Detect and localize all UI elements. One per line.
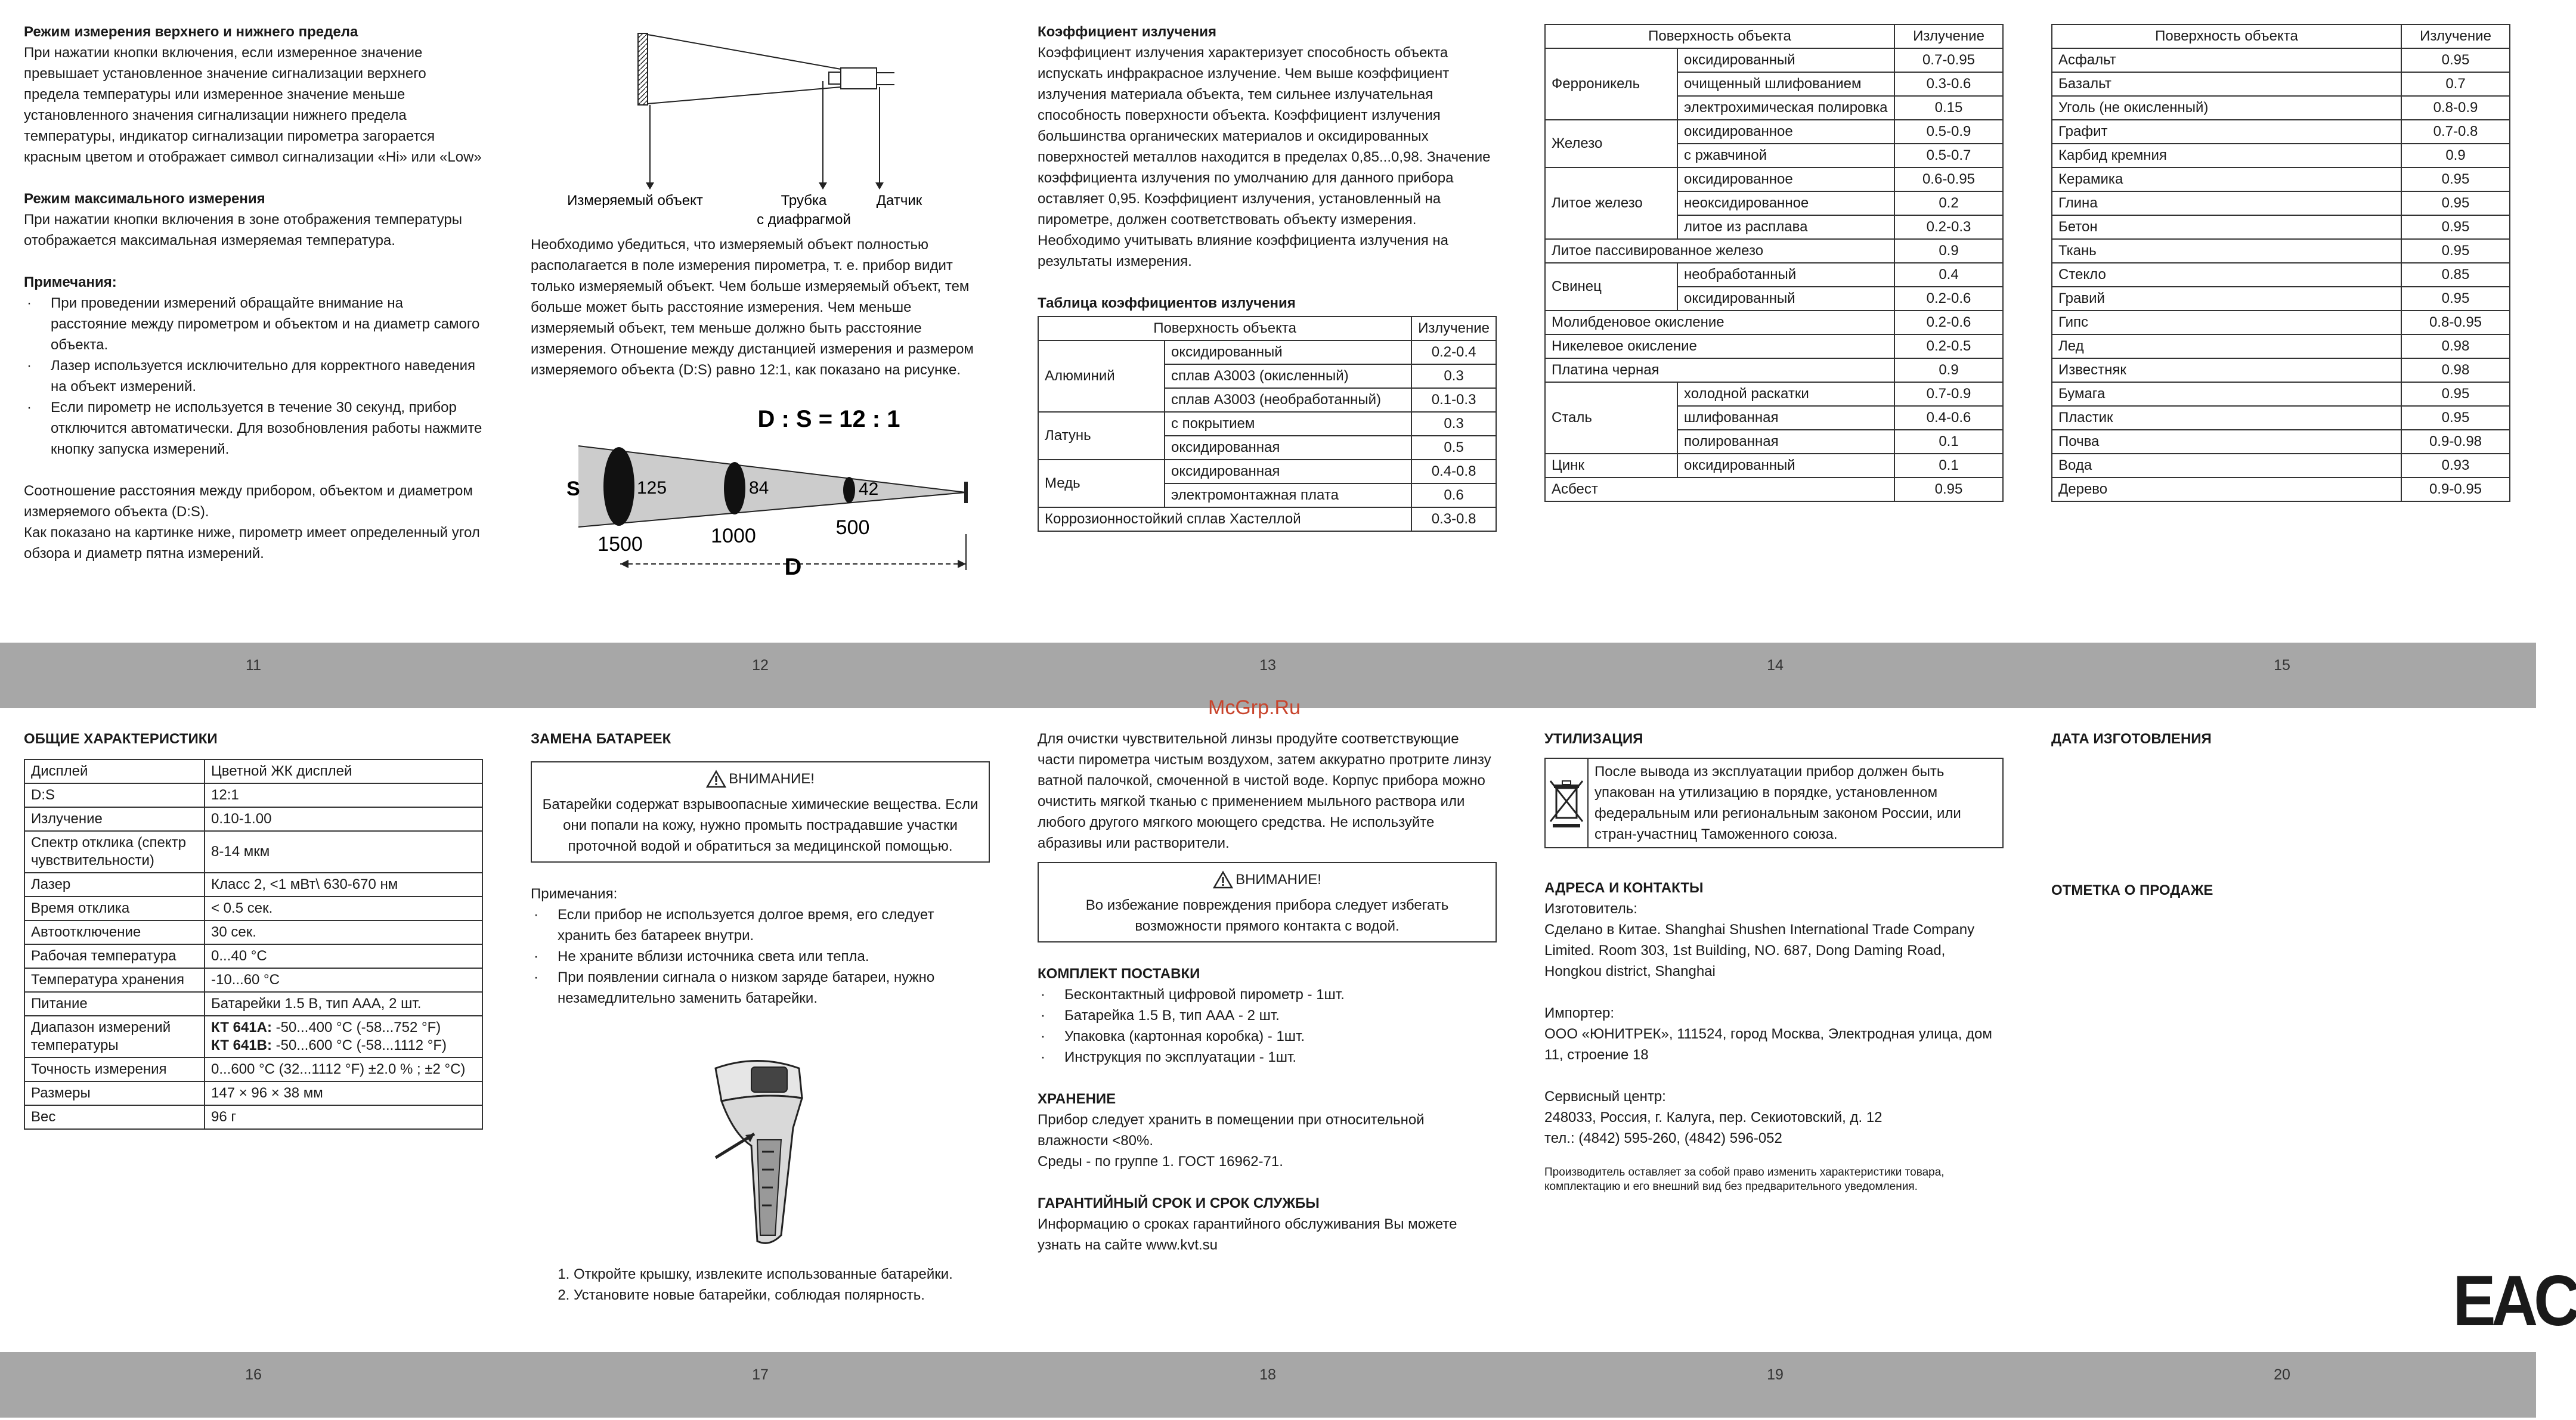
value: 0.95: [2401, 287, 2510, 311]
value: 0.3-0.6: [1894, 72, 2003, 96]
spec-value: Класс 2, <1 мВт\ 630-670 нм: [205, 873, 482, 897]
page-number: 11: [246, 657, 261, 674]
spec-label: Питание: [24, 992, 205, 1016]
water-warning-box: [1038, 862, 1497, 942]
battery-steps: [531, 1264, 1033, 1306]
surface: оксидированный: [1677, 454, 1894, 478]
material: Железо: [1545, 120, 1677, 168]
value: 0.4-0.6: [1894, 406, 2003, 430]
material: Глина: [2052, 191, 2401, 215]
material: Латунь: [1038, 412, 1165, 460]
crossed-bin-icon: [1546, 776, 1587, 830]
material: Графит: [2052, 120, 2401, 144]
storage-text: Прибор следует хранить в помещении при относительной влажности <80%.: [1038, 1111, 1425, 1149]
pyrometer-optics-diagram: [531, 21, 996, 236]
page-14: [1544, 24, 2004, 502]
service-label: Сервисный центр:: [1544, 1089, 1666, 1105]
spec-label: Автоотключение: [24, 920, 205, 944]
material: Гипс: [2052, 311, 2401, 334]
arrow-tube: [819, 182, 827, 190]
label-tube-2: с диафрагмой: [757, 212, 851, 228]
surface: оксидированное: [1677, 168, 1894, 191]
spec-value: Батарейки 1.5 В, тип ААА, 2 шт.: [205, 992, 482, 1016]
value: 0.95: [2401, 406, 2510, 430]
value: 0.2-0.4: [1411, 340, 1496, 364]
value: 0.1: [1894, 430, 2003, 454]
ds-text-2: Как показано на картинке ниже, пирометр имеет определенный угол обзора и диаметр пятна измерений.: [24, 525, 480, 562]
emissivity-text: Коэффициент излучения характеризует способность объекта испускать инфракрасное излучение. Чем выше коэффициент излучения материала объекта, тем сильнее излучательная способность поверхности объекта. Коэффициент излучения большинства органических материалов и оксидированных поверхностей металлов находится в пределах 0,85...0,98. Значение коэффициента излучения по умолчанию для данного прибора оставляет 0,95. Коэффициент излучения, установленный на пирометре, должен соответствовать объекту измерения. Необходимо учитывать влияние коэффициента излучения на результаты измерения.: [1038, 45, 1491, 269]
value: 0.95: [1894, 478, 2003, 501]
value: 0.7-0.9: [1894, 382, 2003, 406]
value: 0.9: [1894, 239, 2003, 263]
emissivity-table-metals-1: [1038, 316, 1497, 532]
spec-value: 30 сек.: [205, 920, 482, 944]
maker-label: Изготовитель:: [1544, 901, 1637, 917]
page-11: [24, 21, 483, 564]
watermark: McGrp.Ru: [1208, 696, 1301, 719]
material: Асфальт: [2052, 48, 2401, 72]
kit-list: [1038, 984, 1497, 1068]
emissivity-table-materials: [2051, 24, 2510, 502]
value: 0.3: [1411, 412, 1496, 436]
material: Пластик: [2052, 406, 2401, 430]
value: 0.4: [1894, 263, 2003, 287]
spec-value: 147 × 96 × 38 мм: [205, 1081, 482, 1105]
page-number: 18: [1259, 1366, 1276, 1383]
emissivity-table-metals-2: [1544, 24, 2004, 502]
max-mode-text: При нажатии кнопки включения в зоне отображения температуры отображается максимальная измеряемая температура.: [24, 212, 462, 249]
battery-warning-box: [531, 761, 990, 863]
spot-size-label: 42: [859, 479, 879, 499]
material: Молибденовое окисление: [1545, 311, 1894, 334]
material: Литое железо: [1545, 168, 1677, 239]
value: 0.95: [2401, 168, 2510, 191]
surface: оксидированная: [1165, 436, 1411, 460]
ds-ratio-diagram: [531, 391, 996, 582]
label-tube: Трубка: [781, 193, 827, 209]
surface: электрохимическая полировка: [1677, 96, 1894, 120]
note-item: · При появлении сигнала о низком заряде батареи, нужно незамедлительно заменить батарейки.: [558, 967, 990, 1009]
value: 0.9: [2401, 144, 2510, 168]
spec-value: 8-14 мкм: [205, 831, 482, 873]
value: 0.93: [2401, 454, 2510, 478]
value: 0.1-0.3: [1411, 388, 1496, 412]
page-number: 19: [1767, 1366, 1784, 1383]
surface: электромонтажная плата: [1165, 483, 1411, 507]
label-object: Измеряемый объект: [567, 193, 703, 209]
value: 0.5-0.7: [1894, 144, 2003, 168]
value: 0.3-0.8: [1411, 507, 1496, 531]
spot-1000: [724, 462, 745, 514]
model-b: КТ 641В:: [211, 1037, 272, 1053]
importer-text: ООО «ЮНИТРЕК», 111524, город Москва, Электродная улица, дом 11, строение 18: [1544, 1026, 1992, 1063]
surface: необработанный: [1677, 263, 1894, 287]
hi-low-text: При нажатии кнопки включения, если измеренное значение превышает установленное значение сигнализации верхнего предела температуры или измеренное значение меньше установленного значения сигнализации нижнего предела температуры, индикатор сигнализации пирометра загорается красным цветом и отображает символ сигнализации «Hi» или «Low»: [24, 45, 482, 165]
col-header: Излучение: [1411, 317, 1496, 340]
surface: оксидированный: [1677, 48, 1894, 72]
kit-item: · Бесконтактный цифровой пирометр - 1шт.: [1064, 984, 1497, 1005]
material: Медь: [1038, 460, 1165, 507]
range-a: -50...400 °С (-58...752 °F): [271, 1019, 441, 1035]
value: 0.2-0.3: [1894, 215, 2003, 239]
value: 0.8-0.9: [2401, 96, 2510, 120]
value: 0.98: [2401, 334, 2510, 358]
value: 0.95: [2401, 382, 2510, 406]
spec-value: 0...600 °С (32...1112 °F) ±2.0 % ; ±2 °С): [205, 1058, 482, 1081]
page-12: [531, 21, 996, 588]
distance-label: 500: [835, 516, 870, 539]
spot-size-label: 84: [749, 478, 769, 498]
warning-text: Батарейки содержат взрывоопасные химические вещества. Если они попали на кожу, нужно промыть пострадавшие участки проточной водой и обратиться за медицинской помощью.: [542, 796, 979, 854]
storage-heading: ХРАНЕНИЕ: [1038, 1090, 1116, 1107]
storage-text-2: Среды - по группе 1. ГОСТ 16962-71.: [1038, 1153, 1283, 1170]
warning-title: ВНИМАНИЕ!: [729, 771, 815, 787]
service-phone: тел.: (4842) 595-260, (4842) 596-052: [1544, 1130, 1782, 1146]
value: 0.7-0.95: [1894, 48, 2003, 72]
surface: сплав А3003 (необработанный): [1165, 388, 1411, 412]
step-item: 2. Установите новые батарейки, соблюдая полярность.: [574, 1285, 1033, 1306]
material: Вода: [2052, 454, 2401, 478]
kit-item: · Упаковка (картонная коробка) - 1шт.: [1064, 1026, 1497, 1047]
material: Стекло: [2052, 263, 2401, 287]
spec-value: 0...40 °С: [205, 944, 482, 968]
value: 0.8-0.95: [2401, 311, 2510, 334]
spec-label: Диапазон измерений температуры: [24, 1016, 205, 1058]
spec-value: -10...60 °С: [205, 968, 482, 992]
eac-text: EAC: [2453, 1261, 2576, 1341]
value: 0.6: [1411, 483, 1496, 507]
value: 0.98: [2401, 358, 2510, 382]
disposal-box: [1544, 758, 2004, 848]
optics-lines: [638, 33, 894, 182]
material: Базальт: [2052, 72, 2401, 96]
surface: полированная: [1677, 430, 1894, 454]
spec-label: D:S: [24, 783, 205, 807]
value: 0.95: [2401, 215, 2510, 239]
value: 0.5-0.9: [1894, 120, 2003, 144]
cleaning-text: Для очистки чувствительной линзы продуйте соответствующие части пирометра чистым воздухом, затем аккуратно протрите линзу ватной палочкой, смоченной в чистой воде. Корпус прибора можно очистить мягкой тканью с применением мыльного раствора или любого другого мягкого моющего средства. Не используйте абразивы или растворители.: [1038, 731, 1491, 851]
surface: неоксидированное: [1677, 191, 1894, 215]
surface: шлифованная: [1677, 406, 1894, 430]
warning-text: Во избежание повреждения прибора следует избегать возможности прямого контакта с водой.: [1085, 897, 1449, 934]
eac-mark: [2453, 1261, 2576, 1341]
distance-label: 1500: [597, 533, 643, 556]
battery-notes: [531, 904, 990, 1009]
warning-title-row: [1213, 869, 1321, 890]
spec-value: < 0.5 сек.: [205, 897, 482, 920]
surface: оксидированное: [1677, 120, 1894, 144]
page-number: 14: [1767, 657, 1784, 674]
surface: с покрытием: [1165, 412, 1411, 436]
spec-label: Рабочая температура: [24, 944, 205, 968]
material: Цинк: [1545, 454, 1677, 478]
spec-label: Дисплей: [24, 759, 205, 783]
hi-low-heading: Режим измерения верхнего и нижнего предела: [24, 24, 358, 40]
surface: оксидированный: [1165, 340, 1411, 364]
warning-triangle-icon: [706, 770, 726, 788]
spec-value: 12:1: [205, 783, 482, 807]
surface: оксидированный: [1677, 287, 1894, 311]
value: 0.2-0.6: [1894, 287, 2003, 311]
value: 0.15: [1894, 96, 2003, 120]
ds-text: Соотношение расстояния между прибором, объектом и диаметром измеряемого объекта (D:S).: [24, 483, 473, 520]
note-item: · Если пирометр не используется в течение 30 секунд, прибор отключится автоматически. Для возобновления работы нажмите кнопку запуска измерений.: [51, 397, 483, 460]
col-header: Излучение: [2401, 24, 2510, 48]
sale-mark-heading: ОТМЕТКА О ПРОДАЖЕ: [2051, 882, 2213, 898]
page-number: 13: [1259, 657, 1276, 674]
value: 0.3: [1411, 364, 1496, 388]
page-16: [24, 728, 483, 1130]
notes-title: Примечания:: [531, 885, 618, 902]
spec-label: Размеры: [24, 1081, 205, 1105]
note-item: · Не храните вблизи источника света или тепла.: [558, 946, 990, 967]
value: 0.1: [1894, 454, 2003, 478]
kit-item: · Батарейка 1.5 В, тип ААА - 2 шт.: [1064, 1005, 1497, 1026]
page-20: [2051, 728, 2576, 1341]
notes-heading: Примечания:: [24, 274, 117, 290]
surface: с ржавчиной: [1677, 144, 1894, 168]
spec-value: 0.10-1.00: [205, 807, 482, 831]
col-header: Поверхность объекта: [1545, 24, 1894, 48]
material: Керамика: [2052, 168, 2401, 191]
s-label: S: [566, 478, 580, 500]
ds-ratio-label: D : S = 12 : 1: [757, 406, 900, 432]
surface: литое из расплава: [1677, 215, 1894, 239]
spec-value: [205, 1016, 482, 1058]
value: 0.9-0.98: [2401, 430, 2510, 454]
kit-item: · Инструкция по эксплуатации - 1шт.: [1064, 1047, 1497, 1068]
kit-heading: КОМПЛЕКТ ПОСТАВКИ: [1038, 965, 1200, 982]
col-header: Поверхность объекта: [1038, 317, 1411, 340]
max-mode-heading: Режим максимального измерения: [24, 191, 265, 207]
warning-title: ВНИМАНИЕ!: [1236, 872, 1321, 888]
spot-size-label: 125: [637, 478, 667, 498]
surface: оксидированная: [1165, 460, 1411, 483]
value: 0.9: [1894, 358, 2003, 382]
value: 0.4-0.8: [1411, 460, 1496, 483]
emissivity-table-heading: Таблица коэффициентов излучения: [1038, 295, 1296, 311]
col-header: Излучение: [1894, 24, 2003, 48]
material: Лед: [2052, 334, 2401, 358]
arrow-sensor: [875, 182, 884, 190]
page-19: [1544, 728, 2004, 1194]
pyrometer-battery-illustration: [698, 1056, 817, 1253]
value: 0.2-0.5: [1894, 334, 2003, 358]
value: 0.5: [1411, 436, 1496, 460]
value: 0.7-0.8: [2401, 120, 2510, 144]
label-sensor: Датчик: [876, 193, 922, 209]
value: 0.95: [2401, 191, 2510, 215]
step-item: 1. Откройте крышку, извлеките использованные батарейки.: [574, 1264, 1033, 1285]
contacts-heading: АДРЕСА И КОНТАКТЫ: [1544, 880, 1704, 896]
manufacture-date-heading: ДАТА ИЗГОТОВЛЕНИЯ: [2051, 731, 2212, 747]
page-number: 16: [245, 1366, 262, 1383]
warranty-text: Информацию о сроках гарантийного обслуживания Вы можете узнать на сайте www.kvt.su: [1038, 1216, 1457, 1253]
spec-label: Лазер: [24, 873, 205, 897]
value: 0.9-0.95: [2401, 478, 2510, 501]
d-label: D: [784, 554, 802, 580]
material: Никелевое окисление: [1545, 334, 1894, 358]
value: 0.85: [2401, 263, 2510, 287]
disposal-icon-cell: [1546, 759, 1589, 847]
material: Коррозионностойкий сплав Хастеллой: [1038, 507, 1411, 531]
emissivity-heading: Коэффициент излучения: [1038, 24, 1216, 40]
material: Известняк: [2052, 358, 2401, 382]
value: 0.6-0.95: [1894, 168, 2003, 191]
spec-value: Цветной ЖК дисплей: [205, 759, 482, 783]
spot-1500: [603, 447, 634, 526]
material: Алюминий: [1038, 340, 1165, 412]
value: 0.2-0.6: [1894, 311, 2003, 334]
page-15: [2051, 24, 2510, 502]
spec-label: Точность измерения: [24, 1058, 205, 1081]
specs-heading: ОБЩИЕ ХАРАКТЕРИСТИКИ: [24, 731, 218, 747]
value: 0.95: [2401, 239, 2510, 263]
material: Уголь (не окисленный): [2052, 96, 2401, 120]
disclaimer: Производитель оставляет за собой право изменить характеристики товара, комплектацию и его внешний вид без предварительного уведомления.: [1544, 1166, 1945, 1193]
warning-title-row: [706, 768, 815, 789]
note-item: · При проведении измерений обращайте внимание на расстояние между пирометром и объектом и на диаметр самого объекта.: [51, 293, 483, 355]
battery-heading: ЗАМЕНА БАТАРЕЕК: [531, 731, 671, 747]
specs-table: [24, 759, 483, 1130]
page-18: [1038, 728, 1497, 1255]
spec-label: Излучение: [24, 807, 205, 831]
surface: холодной раскатки: [1677, 382, 1894, 406]
page-number: 20: [2274, 1366, 2290, 1383]
value: 0.95: [2401, 48, 2510, 72]
service-address: 248033, Россия, г. Калуга, пер. Секиотовский, д. 12: [1544, 1109, 1883, 1126]
spot-500: [843, 477, 855, 503]
material: Почва: [2052, 430, 2401, 454]
page-17: [531, 728, 990, 1313]
surface: очищенный шлифованием: [1677, 72, 1894, 96]
disposal-heading: УТИЛИЗАЦИЯ: [1544, 731, 1643, 747]
material: Литое пассивированное железо: [1545, 239, 1894, 263]
model-a: КТ 641А:: [211, 1019, 272, 1035]
material: Бетон: [2052, 215, 2401, 239]
disposal-text: После вывода из эксплуатации прибор должен быть упакован на утилизацию в порядке, установленном федеральным или региональным законом России, или стран-участниц Таможенного союза.: [1594, 764, 1961, 842]
value: 0.2: [1894, 191, 2003, 215]
spec-label: Время отклика: [24, 897, 205, 920]
material: Свинец: [1545, 263, 1677, 311]
spec-label: Спектр отклика (спектр чувствительности): [24, 831, 205, 873]
material: Платина черная: [1545, 358, 1894, 382]
material: Сталь: [1545, 382, 1677, 454]
distance-label: 1000: [711, 525, 756, 547]
material: Ферроникель: [1545, 48, 1677, 120]
page-13: [1038, 21, 1503, 532]
page-number: 17: [752, 1366, 769, 1383]
material: Ткань: [2052, 239, 2401, 263]
warning-triangle-icon: [1213, 871, 1233, 889]
material: Гравий: [2052, 287, 2401, 311]
maker-text: Сделано в Китае. Shanghai Shushen International Trade Company Limited. Room 303, 1st Building, NO. 687, Dong Daming Road, Hongkou district, Shanghai: [1544, 922, 1975, 979]
col-header: Поверхность объекта: [2052, 24, 2401, 48]
spec-value: 96 г: [205, 1105, 482, 1129]
warranty-heading: ГАРАНТИЙНЫЙ СРОК И СРОК СЛУЖБЫ: [1038, 1195, 1320, 1211]
page-number: 12: [752, 657, 769, 674]
note-item: · Если прибор не используется долгое время, его следует хранить без батареек внутри.: [558, 904, 990, 946]
material: Дерево: [2052, 478, 2401, 501]
arrow-object: [646, 182, 654, 190]
field-of-view-text: Необходимо убедиться, что измеряемый объект полностью располагается в поле измерения пирометра, т. е. прибор видит только измеряемый объект. Чем больше измеряемый объект, тем больше может быть расстояние измерения. Чем меньше измеряемый объект, тем меньше должно быть расстояние измерения. Отношение между дистанцией измерения и размером измеряемого объекта (D:S) равно 12:1, как показано на рисунке.: [531, 237, 974, 378]
page-number: 15: [2274, 657, 2290, 674]
material: Асбест: [1545, 478, 1894, 501]
page-number-band-bottom: [0, 1352, 2536, 1418]
importer-label: Импортер:: [1544, 1005, 1614, 1021]
note-item: · Лазер используется исключительно для корректного наведения на объект измерений.: [51, 355, 483, 397]
spec-label: Вес: [24, 1105, 205, 1129]
range-b: -50...600 °С (-58...1112 °F): [271, 1037, 447, 1053]
surface: сплав А3003 (окисленный): [1165, 364, 1411, 388]
material: Бумага: [2052, 382, 2401, 406]
notes-list: [24, 293, 483, 460]
material: Карбид кремния: [2052, 144, 2401, 168]
spec-label: Температура хранения: [24, 968, 205, 992]
value: 0.7: [2401, 72, 2510, 96]
